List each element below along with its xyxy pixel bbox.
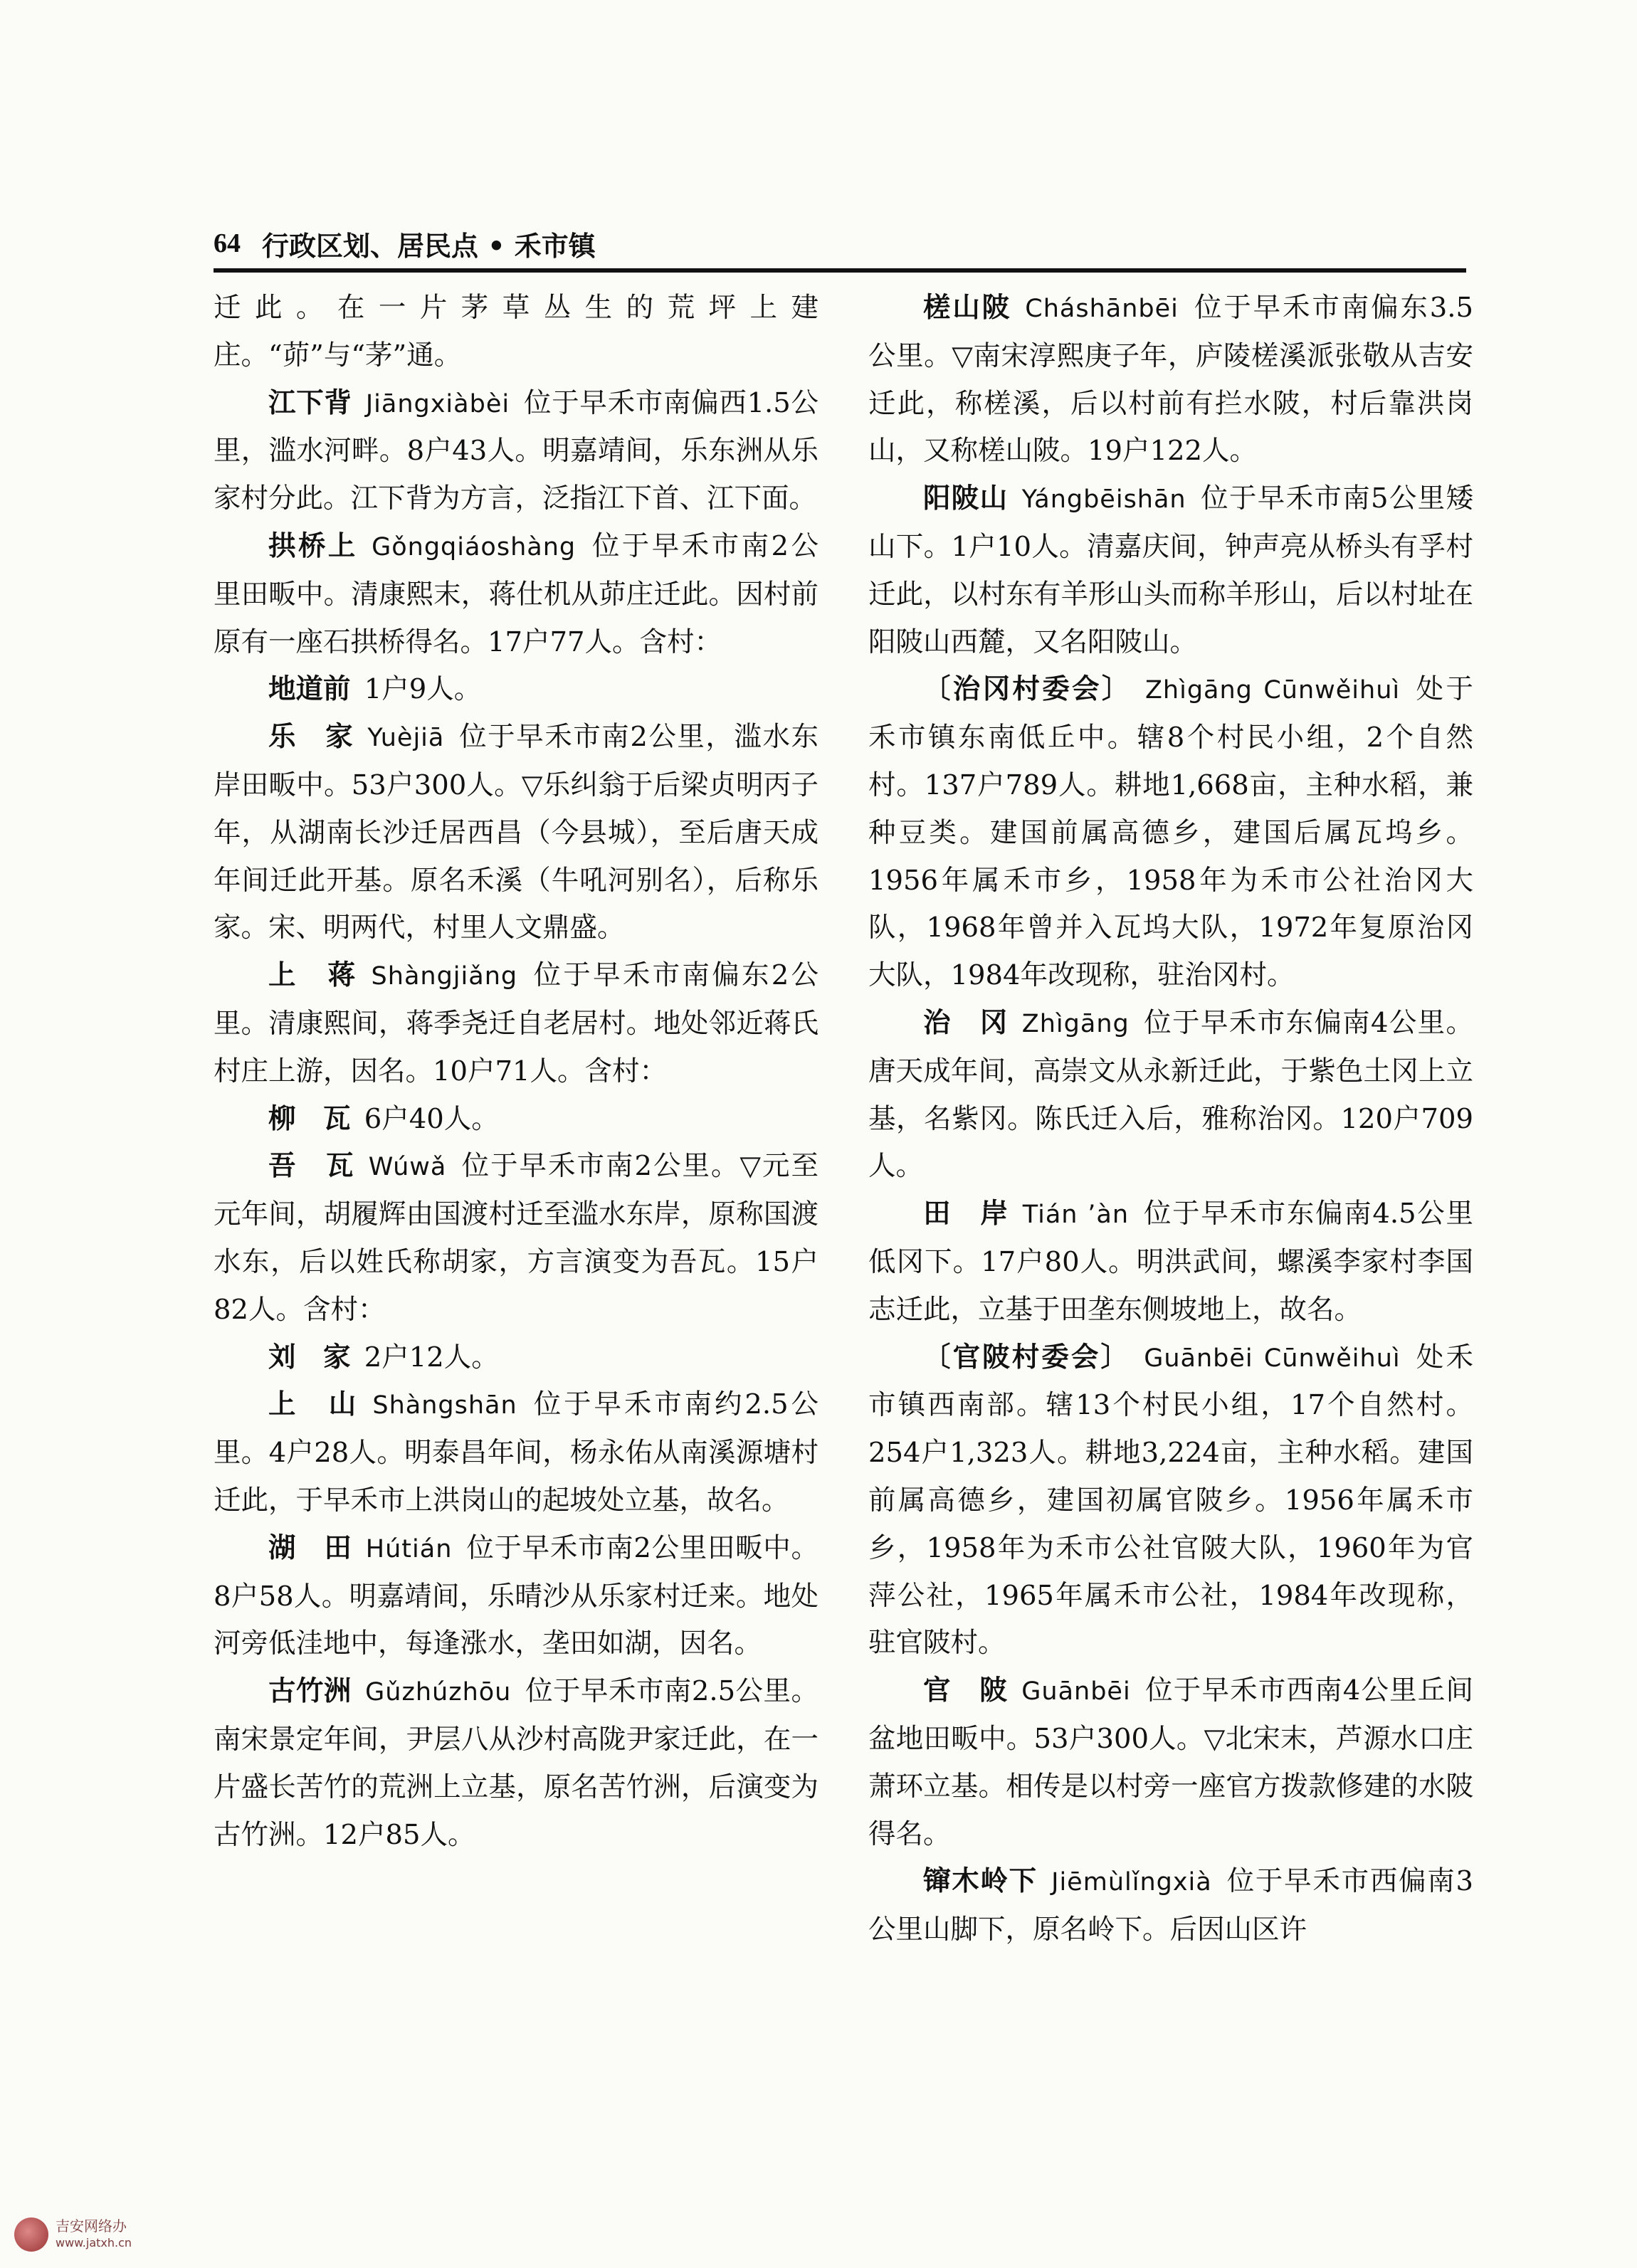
entry-pinyin: Gǔzhúzhōu: [365, 1678, 512, 1707]
entry-pinyin: Yuèjiā: [367, 724, 445, 753]
entry: [868, 285, 1473, 475]
header-rule: [214, 268, 1466, 273]
entry: [214, 1143, 818, 1334]
entry-term: 吾 瓦: [268, 1150, 355, 1183]
watermark-logo-icon: [14, 2217, 48, 2252]
entry: [214, 1096, 818, 1144]
entry-term: 拱桥上: [268, 529, 358, 562]
entry-term: 治 冈: [923, 1006, 1009, 1039]
entry-term: 官 陂: [923, 1674, 1009, 1707]
entry-pinyin: Guānbēi Cūnwěihuì: [1144, 1344, 1401, 1373]
entry-pinyin: Cháshānbēi: [1025, 295, 1179, 323]
entry: [214, 380, 818, 523]
entry-pinyin: Wúwǎ: [368, 1153, 447, 1182]
entry: [214, 714, 818, 952]
entry: [868, 1334, 1473, 1668]
entry-pinyin: Jiāngxiàbèi: [365, 389, 510, 418]
watermark-text: 吉安网络办: [56, 2217, 127, 2235]
entry-term: 上 蒋: [268, 959, 358, 992]
entry-text: 位于早禾市南2公里田畈中。清康熙末，蒋仕机从茆庄迁此。因村前原有一座石拱桥得名。17户77人。含村：: [214, 529, 818, 658]
entry-pinyin: Yángbēishān: [1021, 485, 1186, 515]
entry: [868, 1000, 1473, 1191]
entry-text: 位于早禾市南2公里，滥水东岸田畈中。53户300人。▽乐纠翁于后梁贞明丙子年，从湖南长沙迁居西昌（今县城），至后唐天成年间迁此开基。原名禾溪（牛吼河别名），后称乐家。宋、明两代，村里人文鼎盛。: [214, 721, 818, 944]
entry: [214, 666, 818, 714]
entry-text: 1户9人。: [364, 673, 482, 706]
running-title: 行政区划、居民点 • 禾市镇: [262, 229, 596, 262]
entry-text: 位于早禾市南2.5公里。南宋景定年间，尹层八从沙村高陇尹家迁此，在一片盛长苦竹的荒洲上立基，原名苦竹洲，后演变为古竹洲。12户85人。: [214, 1675, 818, 1851]
entry: [868, 475, 1473, 666]
entry-term: 田 岸: [923, 1198, 1009, 1230]
entry-text: 6户40人。: [364, 1102, 499, 1135]
entry-text: 位于早禾市南偏东3.5公里。▽南宋淳熙庚子年，庐陵槎溪派张敬从吉安迁此，称槎溪，后以村前有拦水陂，村后靠洪岗山，又称槎山陂。19户122人。: [868, 292, 1473, 468]
entry-pinyin: Tián ’àn: [1022, 1201, 1130, 1230]
entry-text: 位于早禾市西南4公里丘间盆地田畈中。53户300人。▽北宋末，芦源水口庄萧环立基。相传是以村旁一座官方拨款修建的水陂得名。: [868, 1674, 1473, 1850]
entry-term: 镩木岭下: [923, 1865, 1038, 1898]
entry: [868, 1858, 1473, 1954]
entry: [214, 1381, 818, 1524]
entry-text: 处禾市镇西南部。辖13个村民小组，17个自然村。254户1,323人。耕地3,224亩，主种水稻。建国前属高德乡，建国初属官陂乡。1956年属禾市乡，1958年为禾市公社官陂大队，1960年为官萍公社，1965年属禾市公社，1984年改现称，驻官陂村。: [868, 1341, 1473, 1660]
left-column: [214, 285, 818, 1859]
entry-term: 〔官陂村委会〕: [923, 1341, 1130, 1373]
entry-text: 位于早禾市南2公里田畈中。8户58人。明嘉靖间，乐晴沙从乐家村迁来。地处河旁低洼地中，每逢涨水，垄田如湖，因名。: [214, 1531, 818, 1660]
entry-text: 迁此。在一片茅草丛生的荒坪上建庄。“茆”与“茅”通。: [214, 292, 818, 371]
entry-term: 阳陂山: [923, 482, 1009, 515]
entry-pinyin: Guānbēi: [1021, 1677, 1131, 1707]
entry-pinyin: Gǒngqiáoshàng: [372, 532, 577, 561]
entry: [214, 285, 818, 380]
entry-term: 槎山陂: [923, 292, 1012, 324]
watermark: [14, 2213, 185, 2256]
entry: [868, 1667, 1473, 1858]
entry-text: 位于早禾市南约2.5公里。4户28人。明泰昌年间，杨永佑从南溪源塘村迁此，于早禾市上洪岗山的起坡处立基，故名。: [214, 1388, 818, 1517]
entry: [214, 523, 818, 666]
entry: [214, 1334, 818, 1382]
entry-text: 位于早禾市东偏南4公里。唐天成年间，高崇文从永新迁此，于紫色土冈上立基，名紫冈。陈氏迁入后，雅称治冈。120户709人。: [868, 1006, 1473, 1183]
entry-text: 处于禾市镇东南低丘中。辖8个村民小组，2个自然村。137户789人。耕地1,668亩，主种水稻，兼种豆类。建国前属高德乡，建国后属瓦坞乡。1956年属禾市乡，1958年为禾市公社治冈大队，1968年曾并入瓦坞大队，1972年复原治冈大队，1984年改现称，驻治冈村。: [868, 673, 1473, 992]
entry-text: 位于早禾市南偏西1.5公里，滥水河畔。8户43人。明嘉靖间，乐东洲从乐家村分此。江下背为方言，泛指江下首、江下面。: [214, 386, 818, 515]
entry-text: 位于早禾市南偏东2公里。清康熙间，蒋季尧迁自老居村。地处邻近蒋氏村庄上游，因名。10户71人。含村：: [214, 959, 818, 1087]
entry-term: 刘 家: [268, 1341, 351, 1373]
entry-term: 江下背: [268, 386, 352, 419]
entry-term: 地道前: [268, 673, 351, 706]
entry-term: 乐 家: [268, 721, 354, 754]
entry-term: 湖 田: [268, 1531, 352, 1564]
entry-pinyin: Shàngjiǎng: [371, 962, 518, 991]
entry-term: 上 山: [268, 1388, 359, 1421]
entry-term: 〔治冈村委会〕: [923, 673, 1132, 706]
entry: [868, 666, 1473, 1000]
entry-pinyin: Hútián: [365, 1534, 453, 1563]
right-column: [868, 285, 1473, 1954]
entry-pinyin: Zhìgāng: [1021, 1009, 1130, 1038]
watermark-url: www.jatxh.cn: [56, 2236, 132, 2249]
entry-text: 位于早禾市西偏南3公里山脚下，原名岭下。后因山区许: [868, 1865, 1473, 1946]
entry-pinyin: Zhìgāng Cūnwěihuì: [1144, 676, 1401, 705]
entry: [214, 1525, 818, 1668]
entry-pinyin: Jiēmùlǐngxià: [1051, 1868, 1212, 1897]
entry: [214, 952, 818, 1095]
page-number: 64: [214, 228, 241, 258]
entry-text: 位于早禾市南5公里矮山下。1户10人。清嘉庆间，钟声亮从桥头有孚村迁此，以村东有羊形山头而称羊形山，后以村址在阳陂山西麓，又名阳陂山。: [868, 482, 1473, 658]
entry: [868, 1191, 1473, 1334]
entry-text: 位于早禾市东偏南4.5公里低冈下。17户80人。明洪武间，螺溪李家村李国志迁此，立基于田垄东侧坡地上，故名。: [868, 1198, 1473, 1326]
entry-term: 柳 瓦: [268, 1102, 351, 1135]
entry: [214, 1668, 818, 1859]
entry-pinyin: Shàngshān: [372, 1391, 517, 1420]
entry-text: 位于早禾市南2公里。▽元至元年间，胡履辉由国渡村迁至滥水东岸，原称国渡水东，后以姓氏称胡家，方言演变为吾瓦。15户82人。含村：: [214, 1150, 818, 1326]
entry-text: 2户12人。: [364, 1341, 499, 1373]
entry-term: 古竹洲: [268, 1675, 352, 1708]
page-header: [214, 222, 1466, 265]
